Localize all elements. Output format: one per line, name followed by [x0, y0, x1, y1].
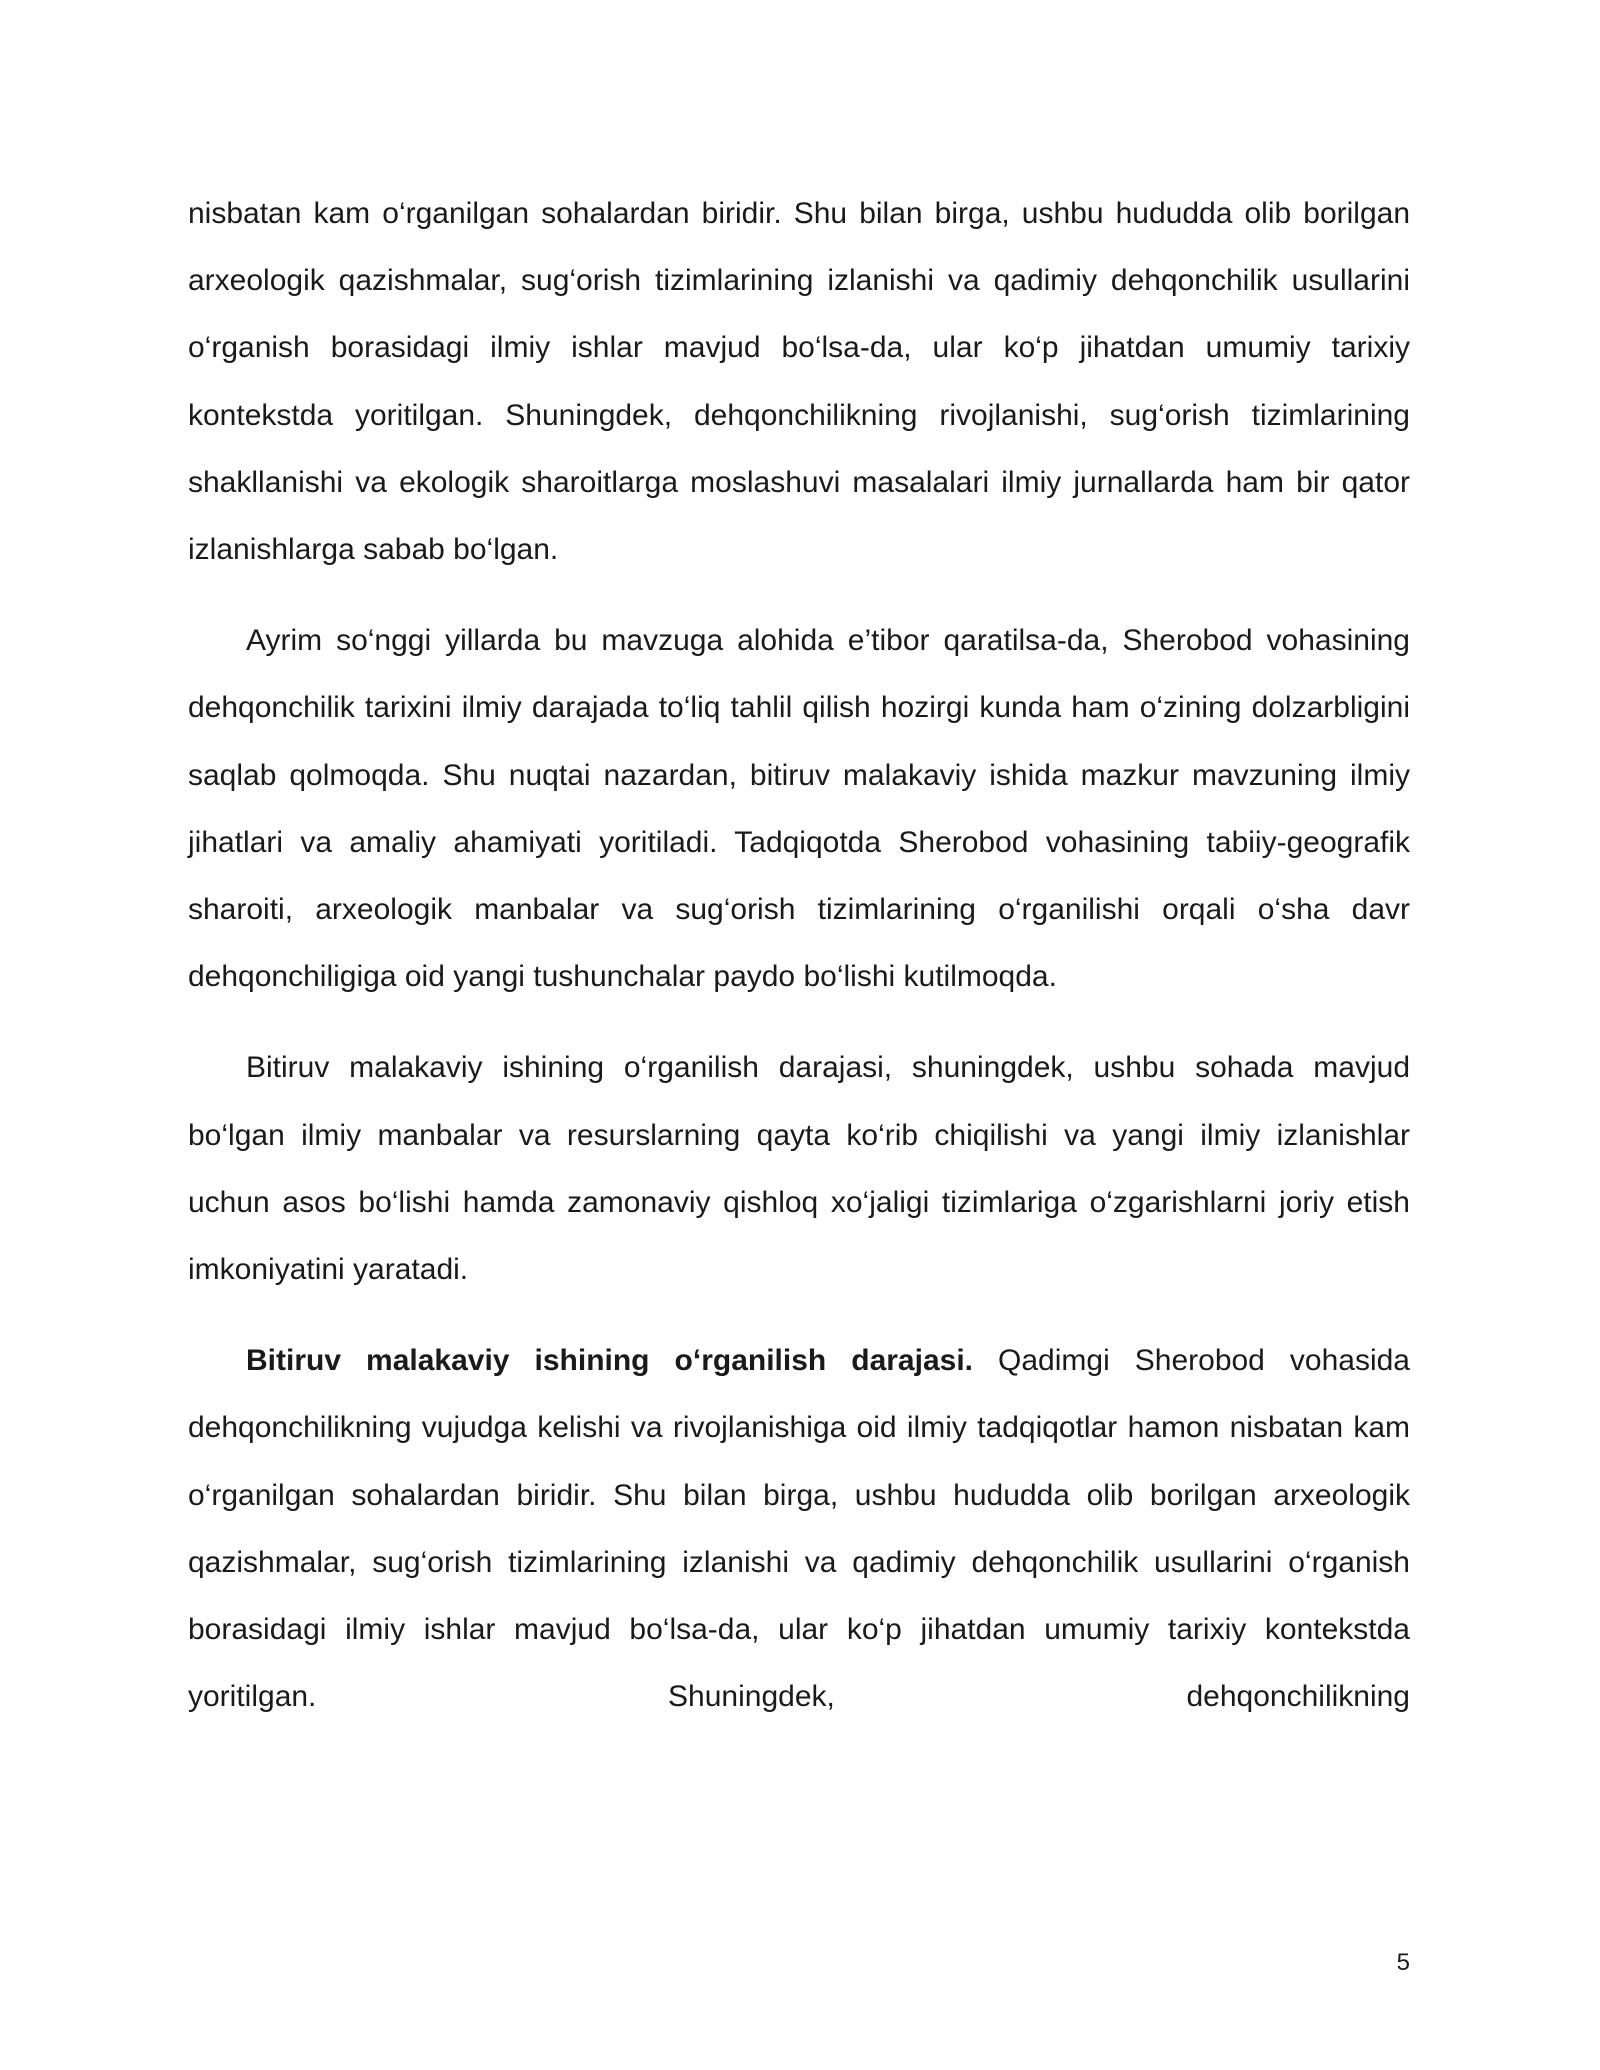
paragraph-4-bold-heading: Bitiruv malakaviy ishining o‘rganilish darajasi. [246, 1344, 973, 1378]
page-number: 5 [1396, 1949, 1410, 1976]
paragraph-4-text: Qadimgi Sherobod vohasida dehqonchilikning vujudga kelishi va rivojlanishiga oid ilmiy tadqiqotlar hamon nisbatan kam o‘rganilgan sohalardan biridir. Shu bilan birga, ushbu hududda olib borilgan arxeologik qazishmalar, sug‘orish tizimlarining izlanishi va qadimiy dehqonchilik usullarini o‘rganish borasidagi ilmiy ishlar mavjud bo‘lsa-da, ular ko‘p jihatdan umumiy tarixiy kontekstda yoritilgan. Shuningdek, dehqonchilikning [188, 1344, 1410, 1714]
paragraph-4 [188, 1327, 1410, 1730]
paragraph-3-text: Bitiruv malakaviy ishining o‘rganilish darajasi, shuningdek, ushbu sohada mavjud bo‘lgan ilmiy manbalar va resurslarning qayta ko‘rib chiqilishi va yangi ilmiy izlanishlar uchun asos bo‘lishi hamda zamonaviy qishloq xo‘jaligi tizimlariga o‘zgarishlarni joriy etish imkoniyatini yaratadi. [188, 1051, 1410, 1287]
paragraph-1 [188, 180, 1410, 583]
paragraph-2-text: Ayrim so‘nggi yillarda bu mavzuga alohida e’tibor qaratilsa-da, Sherobod vohasining dehqonchilik tarixini ilmiy darajada to‘liq tahlil qilish hozirgi kunda ham o‘zining dolzarbligini saqlab qolmoqda. Shu nuqtai nazardan, bitiruv malakaviy ishida mazkur mavzuning ilmiy jihatlari va amaliy ahamiyati yoritiladi. Tadqiqotda Sherobod vohasining tabiiy-geografik sharoiti, arxeologik manbalar va sug‘orish tizimlarining o‘rganilishi orqali o‘sha davr dehqonchiligiga oid yangi tushunchalar paydo bo‘lishi kutilmoqda. [188, 624, 1410, 994]
document-body [188, 180, 1410, 1730]
paragraph-2 [188, 607, 1410, 1010]
paragraph-3 [188, 1034, 1410, 1303]
paragraph-1-text: nisbatan kam o‘rganilgan sohalardan biridir. Shu bilan birga, ushbu hududda olib borilgan arxeologik qazishmalar, sug‘orish tizimlarining izlanishi va qadimiy dehqonchilik usullarini o‘rganish borasidagi ilmiy ishlar mavjud bo‘lsa-da, ular ko‘p jihatdan umumiy tarixiy kontekstda yoritilgan. Shuningdek, dehqonchilikning rivojlanishi, sug‘orish tizimlarining shakllanishi va ekologik sharoitlarga moslashuvi masalalari ilmiy jurnallarda ham bir qator izlanishlarga sabab bo‘lgan. [188, 197, 1410, 567]
